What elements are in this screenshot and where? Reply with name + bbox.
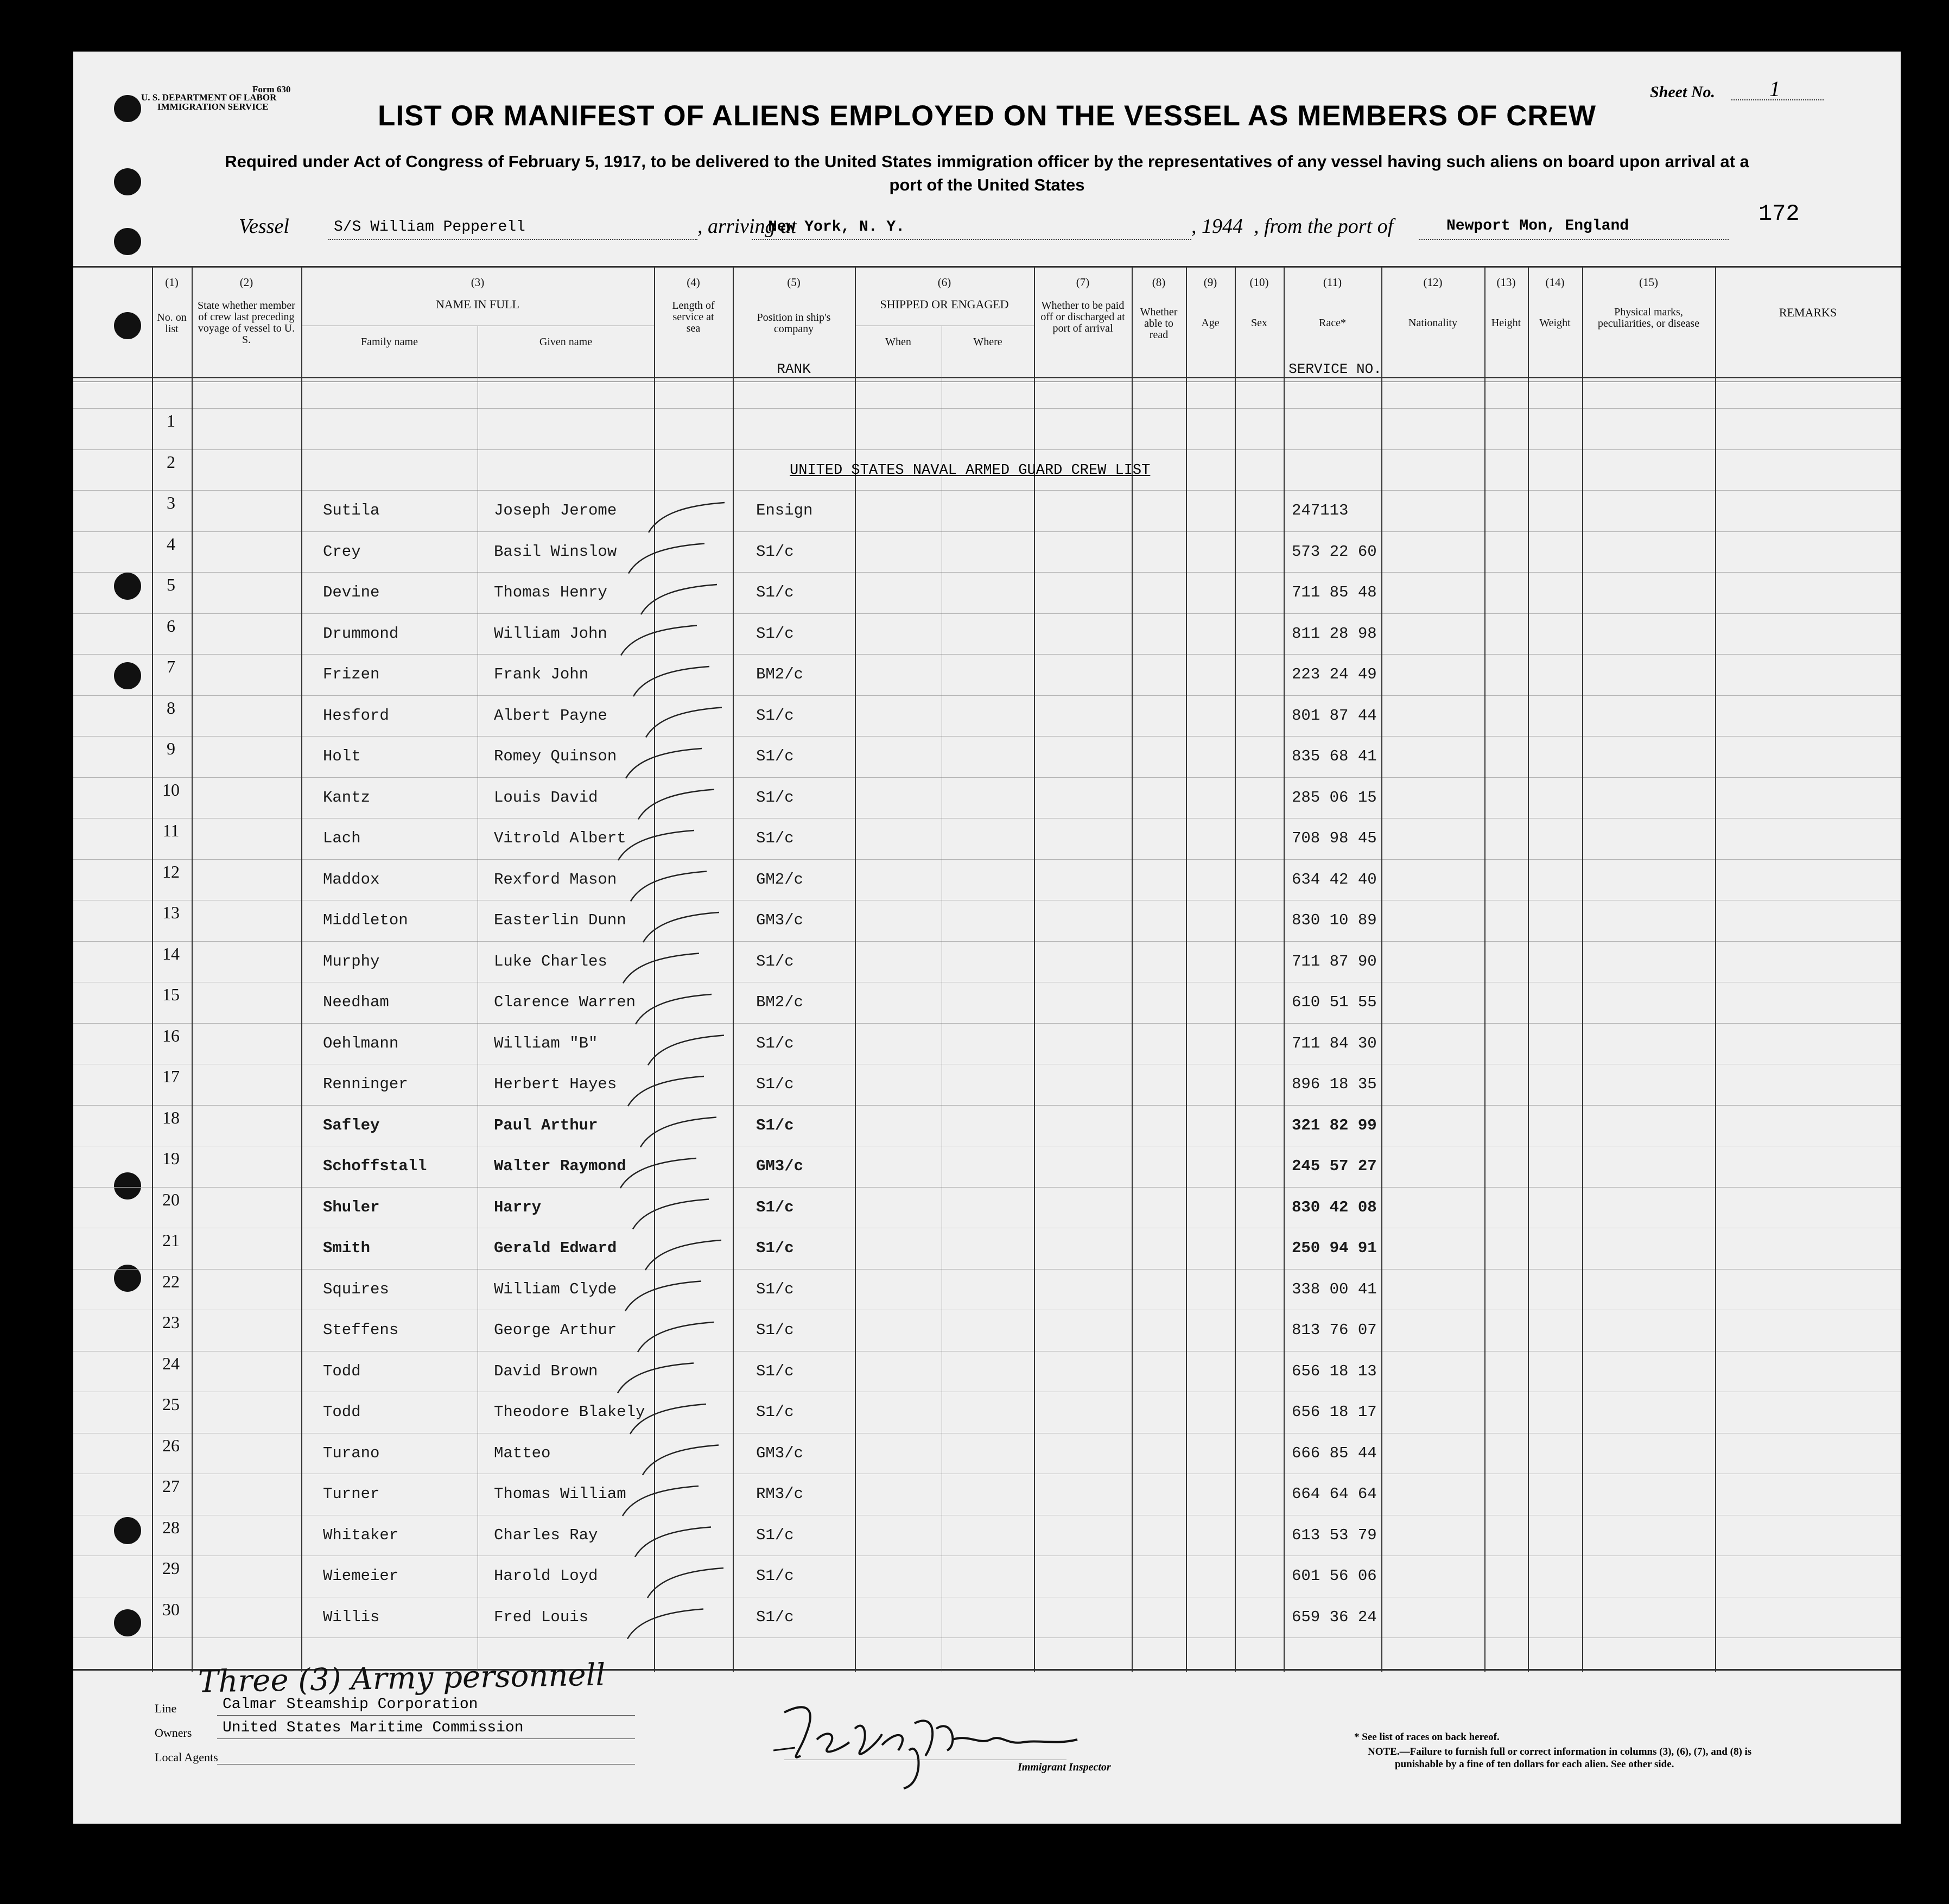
service-no-cell: 610 51 55	[1292, 993, 1377, 1011]
given-name-cell: Herbert Hayes	[494, 1075, 617, 1093]
agents-underline	[217, 1764, 635, 1765]
service-no-cell: 813 76 07	[1292, 1321, 1377, 1339]
rank-cell: S1/c	[756, 1526, 794, 1544]
row-number: 11	[162, 821, 180, 840]
given-name-cell: Matteo	[494, 1444, 551, 1462]
family-name-cell: Whitaker	[323, 1526, 399, 1544]
arriving-underline	[752, 239, 1191, 240]
manifest-sheet	[73, 52, 1901, 1824]
row-number: 24	[162, 1353, 180, 1373]
family-name-cell: Smith	[323, 1239, 371, 1257]
service-no-cell: 250 94 91	[1292, 1239, 1377, 1257]
service-name: IMMIGRATION SERVICE	[157, 101, 269, 112]
check-stroke	[646, 708, 722, 738]
col-label-9: Age	[1201, 317, 1220, 329]
service-no-cell: 711 85 48	[1292, 583, 1377, 601]
col-label-5-typed: RANK	[777, 361, 811, 377]
binder-hole	[114, 228, 141, 255]
rank-cell: S1/c	[756, 1567, 794, 1585]
check-stroke	[620, 1158, 696, 1188]
inspector-label: Immigrant Inspector	[1018, 1761, 1111, 1773]
row-number: 19	[162, 1148, 180, 1168]
rank-cell: GM3/c	[756, 1157, 804, 1175]
col-label-14: Weight	[1539, 317, 1571, 329]
owners-underline	[217, 1738, 635, 1739]
family-name-cell: Holt	[323, 747, 361, 765]
check-stroke	[626, 748, 702, 778]
col-label-3-family: Family name	[361, 336, 418, 348]
family-name-cell: Needham	[323, 993, 389, 1011]
check-stroke	[638, 1322, 714, 1352]
row-number: 2	[167, 452, 175, 472]
col-num-2: (2)	[239, 276, 253, 289]
col-num-7: (7)	[1076, 276, 1090, 289]
col-label-3-given: Given name	[539, 336, 593, 348]
service-no-cell: 613 53 79	[1292, 1526, 1377, 1544]
row-number: 28	[162, 1517, 180, 1537]
given-name-cell: Thomas William	[494, 1485, 626, 1503]
row-number: 6	[167, 615, 175, 636]
service-no-cell: 708 98 45	[1292, 829, 1377, 847]
rank-cell: S1/c	[756, 1608, 794, 1626]
row-number: 13	[162, 903, 180, 922]
check-stroke	[630, 1404, 706, 1434]
col-num-14: (14)	[1545, 276, 1565, 289]
col-label-6: SHIPPED OR ENGAGED	[880, 297, 1009, 311]
given-name-cell: Theodore Blakely	[494, 1403, 645, 1421]
col-num-8: (8)	[1152, 276, 1166, 289]
check-stroke	[643, 912, 719, 942]
rank-cell: S1/c	[756, 952, 794, 970]
col-label-13: Height	[1491, 317, 1521, 329]
department-name: U. S. DEPARTMENT OF LABOR	[141, 92, 277, 103]
rank-cell: S1/c	[756, 788, 794, 807]
given-name-cell: Albert Payne	[494, 706, 607, 725]
check-stroke	[640, 1118, 716, 1147]
family-name-cell: Todd	[323, 1362, 361, 1380]
given-name-cell: Romey Quinson	[494, 747, 617, 765]
rank-cell: S1/c	[756, 1403, 794, 1421]
service-no-cell: 811 28 98	[1292, 624, 1377, 643]
agents-label: Local Agents	[155, 1750, 218, 1764]
rank-cell: GM3/c	[756, 911, 804, 929]
check-stroke	[649, 503, 725, 532]
check-stroke	[621, 626, 697, 656]
row-number: 1	[167, 411, 175, 430]
given-name-cell: Louis David	[494, 788, 598, 807]
rank-cell: S1/c	[756, 624, 794, 643]
service-no-cell: 659 36 24	[1292, 1608, 1377, 1626]
sheet-label: Sheet No.	[1650, 83, 1715, 101]
subtitle-line2: port of the United States	[889, 175, 1085, 194]
given-name-cell: George Arthur	[494, 1321, 617, 1339]
row-number: 9	[167, 739, 175, 758]
col-label-5: Position in ship's company	[757, 312, 831, 335]
given-name-cell: Rexford Mason	[494, 870, 617, 888]
given-name-cell: Joseph Jerome	[494, 502, 617, 519]
check-stroke	[618, 830, 694, 860]
family-name-cell: Kantz	[323, 788, 371, 807]
family-name-cell: Todd	[323, 1403, 361, 1421]
row-number: 20	[162, 1189, 180, 1209]
service-no-cell: 656 18 13	[1292, 1362, 1377, 1380]
given-name-cell: William Clyde	[494, 1280, 617, 1298]
check-stroke	[625, 1281, 701, 1311]
given-name-cell: Easterlin Dunn	[494, 911, 626, 929]
col-label-8: Whether able to read	[1140, 306, 1178, 341]
given-name-cell: Gerald Edward	[494, 1239, 617, 1257]
check-marks	[73, 266, 1901, 1674]
family-name-cell: Turano	[323, 1444, 380, 1462]
col-label-3: NAME IN FULL	[436, 297, 519, 311]
given-name-cell: Paul Arthur	[494, 1116, 598, 1134]
year-label: , 1944	[1191, 215, 1243, 238]
family-name-cell: Crey	[323, 542, 361, 561]
row-number: 21	[162, 1230, 180, 1250]
col-num-15: (15)	[1639, 276, 1658, 289]
rank-cell: S1/c	[756, 829, 794, 847]
family-name-cell: Oehlmann	[323, 1034, 399, 1052]
service-no-cell: 711 84 30	[1292, 1034, 1377, 1052]
rank-cell: GM2/c	[756, 870, 804, 888]
col-num-11: (11)	[1323, 276, 1342, 289]
col-num-4: (4)	[687, 276, 700, 289]
given-name-cell: William John	[494, 624, 607, 643]
service-no-cell: 245 57 27	[1292, 1157, 1377, 1175]
family-name-cell: Schoffstall	[323, 1157, 427, 1175]
col-label-remarks: REMARKS	[1779, 306, 1837, 319]
row-number: 4	[167, 534, 175, 554]
rank-cell: S1/c	[756, 1280, 794, 1298]
col-label-6-where: Where	[973, 336, 1002, 348]
given-name-cell: Basil Winslow	[494, 542, 617, 561]
form-number: Form 630	[252, 84, 291, 94]
check-stroke	[628, 544, 704, 574]
family-name-cell: Safley	[323, 1116, 380, 1134]
col-label-11: Race*	[1319, 317, 1346, 329]
row-number: 17	[162, 1067, 180, 1086]
family-name-cell: Willis	[323, 1608, 380, 1626]
service-no-cell: 223 24 49	[1292, 665, 1377, 683]
col-label-12: Nationality	[1408, 317, 1457, 329]
from-port: Newport Mon, England	[1446, 218, 1629, 234]
family-name-cell: Renninger	[323, 1075, 408, 1093]
col-label-10: Sex	[1251, 317, 1267, 329]
check-stroke	[627, 1609, 703, 1639]
fine-note-2: punishable by a fine of ten dollars for each alien. See other side.	[1395, 1759, 1674, 1770]
crew-table	[73, 266, 1901, 1700]
service-no-cell: 801 87 44	[1292, 706, 1377, 725]
row-number: 27	[162, 1476, 180, 1496]
family-name-cell: Frizen	[323, 665, 380, 683]
family-name-cell: Lach	[323, 829, 361, 847]
service-no-cell: 830 10 89	[1292, 911, 1377, 929]
row-number: 30	[162, 1599, 180, 1619]
line-label: Line	[155, 1702, 177, 1715]
row-number: 15	[162, 985, 180, 1004]
check-stroke	[631, 872, 707, 902]
service-no-cell: 830 42 08	[1292, 1198, 1377, 1216]
family-name-cell: Drummond	[323, 624, 399, 643]
rank-cell: Ensign	[756, 502, 813, 519]
family-name-cell: Devine	[323, 583, 380, 601]
stamp-number: 172	[1758, 201, 1800, 227]
service-no-cell: 247113	[1292, 502, 1349, 519]
row-number: 23	[162, 1312, 180, 1332]
col-num-5: (5)	[787, 276, 801, 289]
col-num-1: (1)	[165, 276, 179, 289]
rank-cell: S1/c	[756, 1239, 794, 1257]
given-name-cell: Harry	[494, 1198, 542, 1216]
given-name-cell: David Brown	[494, 1362, 598, 1380]
given-name-cell: Clarence Warren	[494, 993, 636, 1011]
rank-cell: S1/c	[756, 583, 794, 601]
fine-note-1: NOTE.—Failure to furnish full or correct information in columns (3), (6), (7), and (8) is	[1368, 1746, 1752, 1757]
row-number: 22	[162, 1271, 180, 1291]
service-no-cell: 835 68 41	[1292, 747, 1377, 765]
row-number: 5	[167, 575, 175, 594]
service-no-cell: 634 42 40	[1292, 870, 1377, 888]
rank-cell: S1/c	[756, 1075, 794, 1093]
row-number: 7	[167, 657, 175, 676]
rank-cell: S1/c	[756, 706, 794, 725]
family-name-cell: Steffens	[323, 1321, 399, 1339]
check-stroke	[628, 1076, 704, 1106]
from-label: , from the port of	[1254, 215, 1394, 238]
col-label-2: State whether member of crew last preceding voyage of vessel to U. S.	[198, 300, 295, 346]
row-number: 26	[162, 1435, 180, 1455]
handwritten-note: Three (3) Army personnell	[198, 1657, 606, 1700]
check-stroke	[623, 1486, 699, 1516]
rank-cell: S1/c	[756, 1362, 794, 1380]
given-name-cell: Fred Louis	[494, 1608, 589, 1626]
given-name-cell: Harold Loyd	[494, 1567, 598, 1585]
family-name-cell: Middleton	[323, 911, 408, 929]
subtitle-line1: Required under Act of Congress of February 5, 1917, to be delivered to the United States immigration officer by the representatives of any vessel having such aliens on board upon arrival at a	[225, 152, 1749, 171]
given-name-cell: Frank John	[494, 665, 589, 683]
row-number: 3	[167, 493, 175, 512]
list-heading: UNITED STATES NAVAL ARMED GUARD CREW LIST	[790, 462, 1151, 479]
given-name-cell: Luke Charles	[494, 952, 607, 970]
row-number: 25	[162, 1394, 180, 1414]
family-name-cell: Squires	[323, 1280, 389, 1298]
rank-cell: S1/c	[756, 1321, 794, 1339]
row-number: 16	[162, 1025, 180, 1045]
check-stroke	[633, 667, 709, 696]
inspector-signature	[773, 1696, 1110, 1794]
check-stroke	[647, 1568, 723, 1598]
page-title: LIST OR MANIFEST OF ALIENS EMPLOYED ON THE VESSEL AS MEMBERS OF CREW	[377, 100, 1597, 132]
sheet-number: 1	[1769, 77, 1780, 101]
check-stroke	[636, 994, 712, 1024]
row-number: 29	[162, 1558, 180, 1578]
rank-cell: RM3/c	[756, 1485, 804, 1503]
row-number: 8	[167, 697, 175, 718]
service-no-cell: 656 18 17	[1292, 1403, 1377, 1421]
col-label-15: Physical marks, peculiarities, or disease	[1597, 306, 1700, 329]
col-label-7: Whether to be paid off or discharged at port of arrival	[1040, 300, 1125, 334]
line-value: Calmar Steamship Corporation	[223, 1696, 478, 1713]
rank-cell: S1/c	[756, 542, 794, 561]
owners-value: United States Maritime Commission	[223, 1719, 524, 1736]
rank-cell: GM3/c	[756, 1444, 804, 1462]
service-no-cell: 338 00 41	[1292, 1280, 1377, 1298]
family-name-cell: Sutila	[323, 502, 380, 519]
service-no-cell: 666 85 44	[1292, 1444, 1377, 1462]
given-name-cell: Charles Ray	[494, 1526, 598, 1544]
row-number: 12	[162, 861, 180, 881]
col-num-3: (3)	[471, 276, 485, 289]
rank-cell: S1/c	[756, 1034, 794, 1052]
arriving-label: , arriving at	[697, 215, 797, 238]
row-number: 18	[162, 1107, 180, 1127]
race-note: * See list of races on back hereof.	[1354, 1731, 1500, 1743]
service-no-cell: 664 64 64	[1292, 1485, 1377, 1503]
service-no-cell: 573 22 60	[1292, 542, 1377, 561]
row-number: 10	[162, 779, 180, 799]
from-underline	[1419, 239, 1729, 240]
family-name-cell: Murphy	[323, 952, 380, 970]
col-label-6-when: When	[885, 336, 911, 348]
family-name-cell: Shuler	[323, 1198, 380, 1216]
service-no-cell: 896 18 35	[1292, 1075, 1377, 1093]
arriving-port: New York, N. Y.	[768, 219, 905, 236]
given-name-cell: Thomas Henry	[494, 583, 607, 601]
col-label-1: No. on list	[157, 312, 187, 335]
owners-label: Owners	[155, 1726, 192, 1740]
family-name-cell: Hesford	[323, 706, 389, 725]
given-name-cell: Vitrold Albert	[494, 829, 626, 847]
service-no-cell: 285 06 15	[1292, 788, 1377, 807]
col-num-13: (13)	[1496, 276, 1516, 289]
col-num-9: (9)	[1203, 276, 1217, 289]
col-num-12: (12)	[1423, 276, 1443, 289]
check-stroke	[618, 1363, 694, 1393]
check-stroke	[633, 1199, 709, 1229]
rank-cell: BM2/c	[756, 993, 804, 1011]
rank-cell: S1/c	[756, 1116, 794, 1134]
service-no-cell: 601 56 06	[1292, 1567, 1377, 1585]
col-label-11-typed: SERVICE NO.	[1288, 361, 1382, 377]
check-stroke	[635, 1527, 711, 1557]
given-name-cell: Walter Raymond	[494, 1157, 626, 1175]
family-name-cell: Turner	[323, 1485, 380, 1503]
row-number: 14	[162, 943, 180, 963]
family-name-cell: Wiemeier	[323, 1567, 399, 1585]
check-stroke	[641, 585, 717, 614]
vessel-name: S/S William Pepperell	[334, 219, 525, 236]
service-no-cell: 321 82 99	[1292, 1116, 1377, 1134]
line-underline	[217, 1715, 635, 1716]
check-stroke	[623, 954, 699, 983]
family-name-cell: Maddox	[323, 870, 380, 888]
check-stroke	[643, 1445, 719, 1475]
col-num-6: (6)	[937, 276, 951, 289]
col-label-4: Length of service at sea	[672, 300, 715, 334]
rank-cell: S1/c	[756, 747, 794, 765]
service-no-cell: 711 87 90	[1292, 952, 1377, 970]
check-stroke	[645, 1240, 721, 1270]
col-num-10: (10)	[1249, 276, 1269, 289]
given-name-cell: William "B"	[494, 1034, 598, 1052]
vessel-label: Vessel	[239, 215, 289, 238]
rank-cell: S1/c	[756, 1198, 794, 1216]
rank-cell: BM2/c	[756, 665, 804, 683]
vessel-underline	[328, 239, 697, 240]
check-stroke	[648, 1036, 724, 1065]
check-stroke	[638, 790, 714, 820]
